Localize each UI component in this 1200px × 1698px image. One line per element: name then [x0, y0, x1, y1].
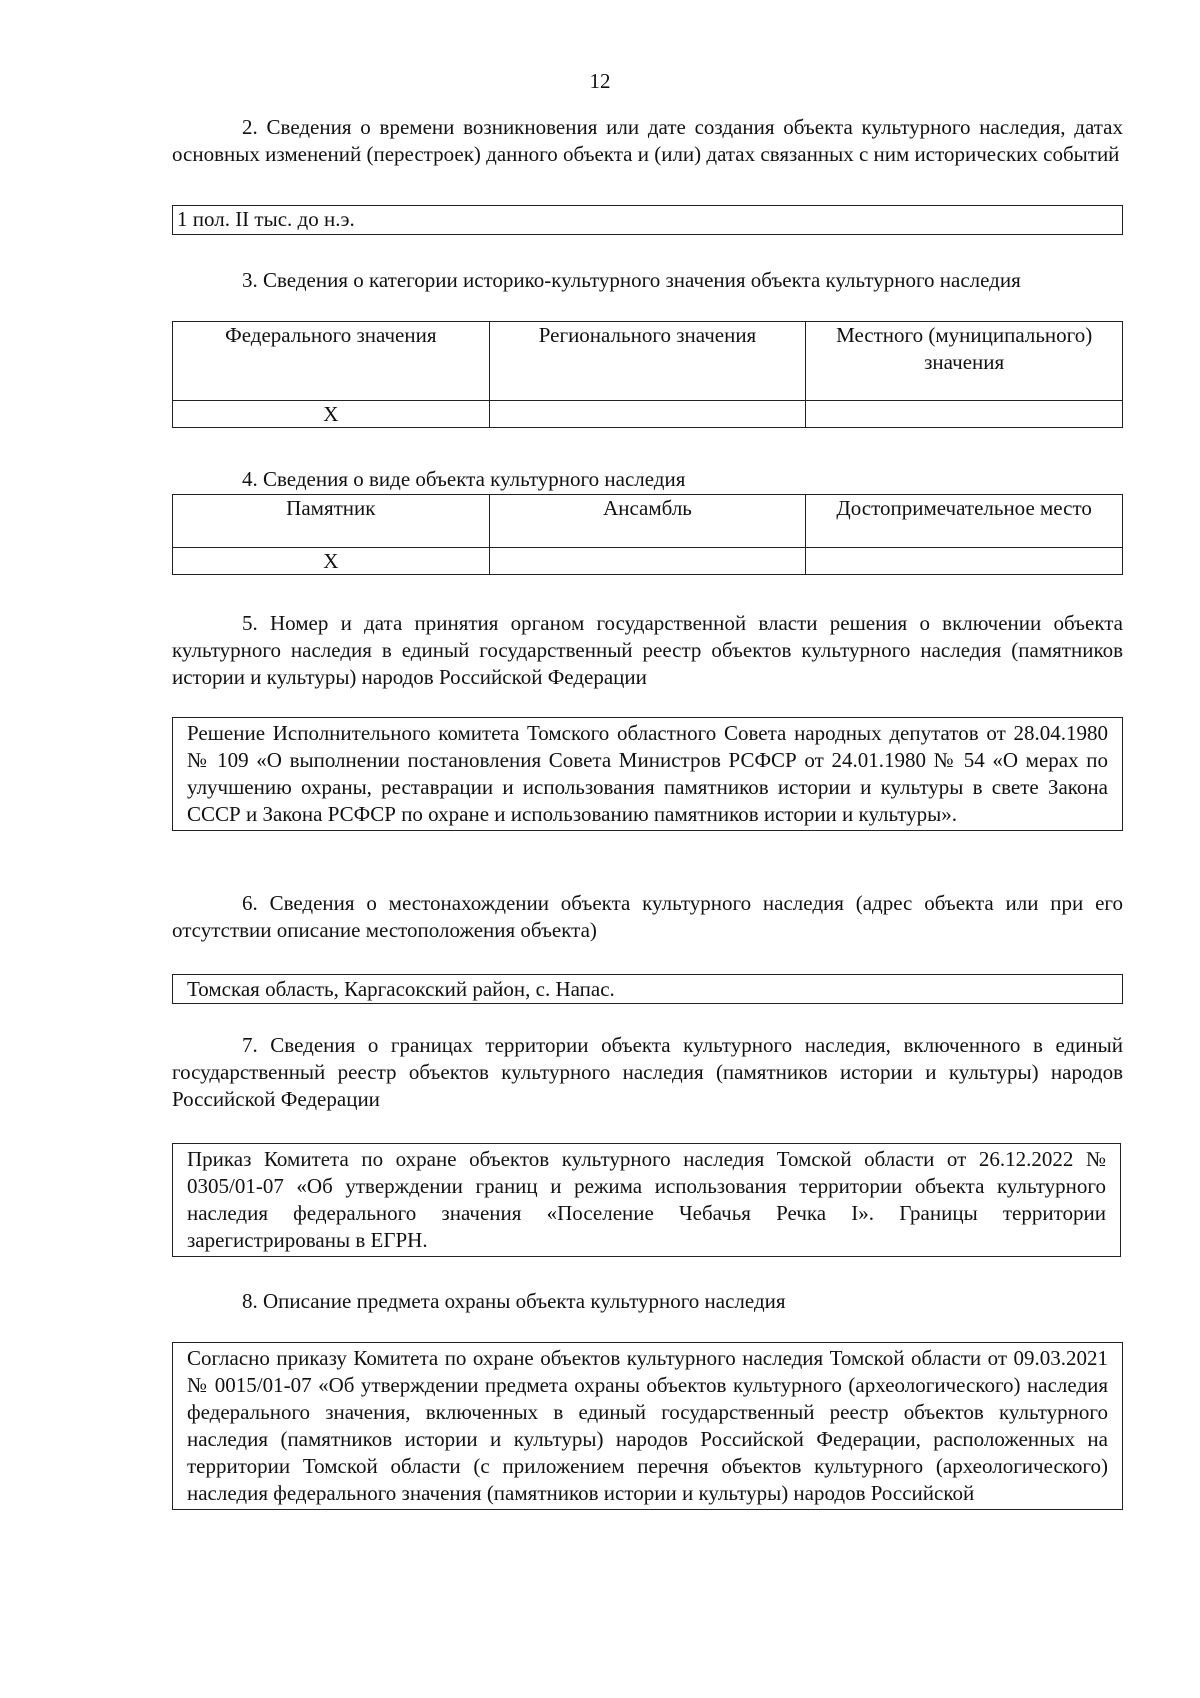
section-6-value-box: [172, 974, 1123, 1004]
section-2-value: 1 пол. II тыс. до н.э.: [177, 207, 355, 231]
significance-mark-local: [806, 401, 1123, 428]
section-8-value: Согласно приказу Комитета по охране объектов культурного наследия Томской области от 09.03.2021 № 0015/01-07 «Об утверждении предмета охраны объектов культурного (археологического) наследия федерального значения, включенных в единый государственный реестр объектов культурного наследия (памятников истории и культуры) народов Российской Федерации, расположенных на территории Томской области (с приложением перечня объектов культурного (археологического) наследия федерального значения (памятников истории и культуры) народов Российской: [187, 1346, 1108, 1505]
section-8-heading: 8. Описание предмета охраны объекта культурного наследия: [242, 1289, 786, 1313]
section-5-value-box: [172, 717, 1123, 831]
section-7-value-box: [172, 1143, 1121, 1257]
section-6-value: Томская область, Каргасокский район, с. Напас.: [187, 977, 615, 1001]
section-8-value-box: [172, 1342, 1123, 1510]
section-3-heading: 3. Сведения о категории историко-культурного значения объекта культурного наследия: [242, 268, 1021, 292]
section-4-heading: 4. Сведения о виде объекта культурного наследия: [242, 467, 686, 491]
type-col-landmark: Достопримечательное место: [806, 495, 1123, 548]
section-2-value-box: [172, 205, 1123, 235]
type-col-monument: Памятник: [173, 495, 490, 548]
type-table: [172, 494, 1123, 575]
type-mark-monument: Х: [173, 548, 490, 575]
section-2-heading: 2. Сведения о времени возникновения или дате создания объекта культурного наследия, датах основных изменений (перестроек) данного объекта и (или) датах связанных с ним исторических событий: [172, 115, 1123, 166]
section-5-value: Решение Исполнительного комитета Томского областного Совета народных депутатов от 28.04.1980 № 109 «О выполнении постановления Совета Министров РСФСР от 24.01.1980 № 54 «О мерах по улучшению охраны, реставрации и использования памятников истории и культуры в свете Закона СССР и Закона РСФСР по охране и использованию памятников истории и культуры».: [187, 721, 1108, 826]
section-6-heading: 6. Сведения о местонахождении объекта культурного наследия (адрес объекта или при его отсутствии описание местоположения объекта): [172, 891, 1123, 942]
type-mark-landmark: [806, 548, 1123, 575]
significance-col-federal: Федерального значения: [173, 322, 490, 401]
section-7-heading: 7. Сведения о границах территории объекта культурного наследия, включенного в единый государственный реестр объектов культурного наследия (памятников истории и культуры) народов Российской Федерации: [172, 1033, 1123, 1111]
significance-col-local: Местного (муниципального) значения: [806, 322, 1123, 401]
type-col-ensemble: Ансамбль: [489, 495, 806, 548]
significance-table: [172, 321, 1123, 428]
section-5-heading: 5. Номер и дата принятия органом государственной власти решения о включении объекта культурного наследия в единый государственный реестр объектов культурного наследия (памятников истории и культуры) народов Российской Федерации: [172, 611, 1123, 689]
significance-mark-federal: Х: [173, 401, 490, 428]
significance-col-regional: Регионального значения: [489, 322, 806, 401]
type-mark-ensemble: [489, 548, 806, 575]
significance-mark-regional: [489, 401, 806, 428]
section-7-value: Приказ Комитета по охране объектов культурного наследия Томской области от 26.12.2022 № 0305/01-07 «Об утверждении границ и режима использования территории объекта культурного наследия федерального значения «Поселение Чебачья Речка I». Границы территории зарегистрированы в ЕГРН.: [187, 1147, 1106, 1252]
page-number: 12: [589, 69, 611, 93]
